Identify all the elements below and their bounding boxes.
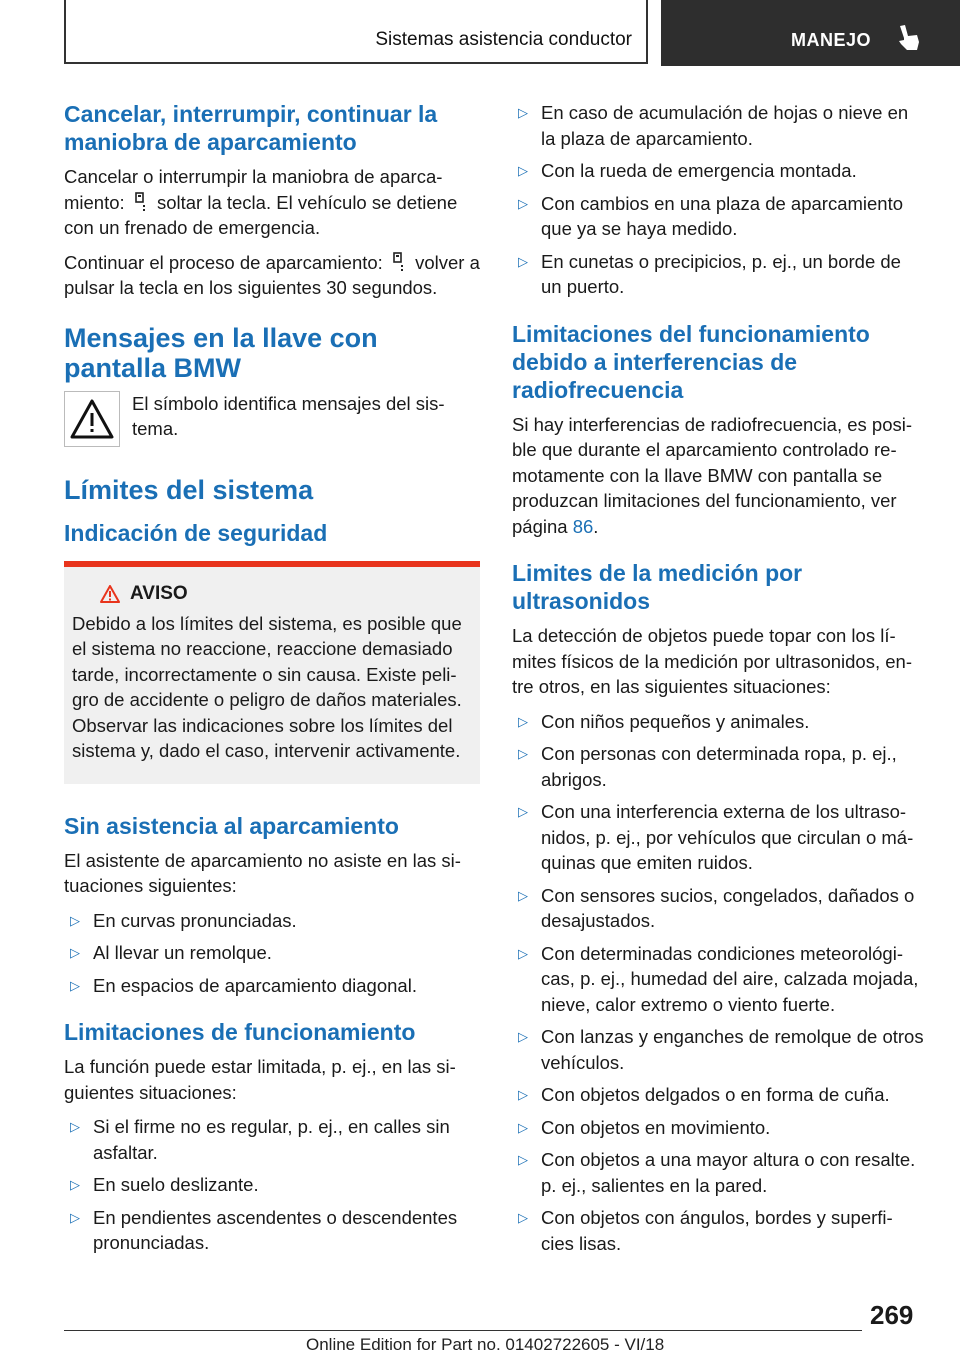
bullet-icon: ▷: [70, 1209, 80, 1225]
list-item: ▷ En cunetas o precipicios, p. ej., un borde de un puerto.: [518, 250, 901, 297]
header-chapter-title: MANEJO: [791, 30, 872, 50]
list-item: ▷ Con niños pequeños y animales.: [512, 709, 926, 735]
limits-heading: Límites del sistema: [64, 474, 314, 505]
list-item: ▷ En suelo deslizante.: [64, 1172, 480, 1198]
ultrasonic-list: [512, 709, 926, 1257]
list-item: ▷ En curvas pronunciadas.: [64, 908, 480, 934]
header-section-title: Sistemas asistencia conductor: [375, 29, 632, 50]
bullet-icon: ▷: [518, 1119, 528, 1135]
warning-triangle-icon: [69, 398, 115, 440]
func-limits-list: [64, 1114, 480, 1256]
bullet-icon: ▷: [70, 977, 80, 993]
list-item: ▷ Con lanzas y enganches de remolque de otros vehículos.: [518, 1026, 924, 1073]
list-item: ▷ Con cambios en una plaza de aparcamiento que ya se haya medido.: [518, 192, 904, 239]
bullet-icon: ▷: [518, 1087, 528, 1102]
bullet-icon: ▷: [70, 1177, 80, 1192]
bullet-icon: ▷: [518, 253, 528, 269]
header-section-box: [64, 0, 648, 64]
bullet-icon: ▷: [518, 804, 528, 819]
list-item: ▷ Con sensores sucios, congelados, dañados o desajustados.: [518, 884, 915, 931]
func-limits-heading: Limitaciones de funcionamiento: [64, 1019, 416, 1045]
pointing-hand-icon: [895, 24, 921, 52]
ultrasonic-heading: Limites de la medición por ultrasonidos: [512, 560, 803, 614]
radio-text: Si hay interferencias de radiofrecuencia, es posi‐ ble que durante el aparcamiento controlado re‐ motamente con la llave BMW con pantalla se produzcan limitaciones del funcionamiento, ver página 86.: [512, 413, 913, 537]
parking-key-icon: [134, 192, 148, 212]
cancel-paragraph-1: [64, 164, 480, 241]
messages-heading: Mensajes en la llave con pantalla BMW: [64, 322, 378, 383]
bullet-icon: ▷: [518, 887, 528, 903]
cancel-p2-text-a: Continuar el proceso de aparcamiento:: [64, 251, 383, 273]
cancel-p1-text-b: soltar la tecla. El vehículo se detiene con un frenado de emergencia.: [64, 191, 458, 238]
notice-text: Debido a los límites del sistema, es posible que el sistema no reaccione, reaccione demasiado tarde, incorrectamente o sin causa. Existe peli‐ gro de accidente o peligro de daños materiales. Observar las indicaciones sobre los límites del sistema y, dado el caso, intervenir activamente.: [72, 612, 462, 761]
footer-divider: [64, 1330, 862, 1331]
list-item: ▷ En espacios de aparcamiento diagonal.: [64, 973, 480, 999]
parking-key-icon: [392, 252, 406, 272]
page-link[interactable]: 86: [572, 515, 594, 537]
ultrasonic-text: La detección de objetos puede topar con los lí‐ mites físicos de la medición por ultrasonidos, en‐ tre otros, en las siguientes situaciones:: [512, 625, 912, 697]
messages-text: El símbolo identifica mensajes del sis‐ tema.: [132, 392, 445, 439]
list-item: ▷ En caso de acumulación de hojas o nieve en la plaza de aparcamiento.: [518, 102, 909, 149]
cancel-p1-text-a: Cancelar o interrumpir la maniobra de aparca‐ miento:: [64, 166, 443, 213]
header-chapter-tab: [661, 0, 960, 66]
bullet-icon: ▷: [70, 945, 80, 960]
bullet-icon: ▷: [518, 163, 528, 178]
list-item: ▷ Con personas con determinada ropa, p. ej., abrigos.: [518, 743, 897, 790]
list-item: ▷ Con objetos en movimiento.: [512, 1115, 926, 1141]
func-limits-text: La función puede estar limitada, p. ej., en las si‐ guientes situaciones:: [64, 1056, 456, 1103]
radio-heading: Limitaciones del funcionamiento debido a interferencias de radiofrecuencia: [512, 320, 870, 403]
list-item: ▷ Con objetos delgados o en forma de cuña.: [512, 1082, 926, 1108]
warning-notice: [64, 561, 480, 784]
list-item: ▷ Con objetos a una mayor altura o con resalte. p. ej., salientes en la pared.: [518, 1149, 916, 1196]
bullet-icon: ▷: [518, 195, 528, 211]
bullet-icon: ▷: [518, 746, 528, 761]
list-item: ▷ Al llevar un remolque.: [64, 940, 480, 966]
bullet-icon: ▷: [518, 1029, 528, 1044]
notice-title-row: [102, 583, 472, 605]
list-item: ▷ En pendientes ascendentes o descendentes pronunciadas.: [70, 1206, 458, 1253]
bullet-icon: ▷: [518, 1210, 528, 1225]
notice-title: AVISO: [130, 582, 188, 604]
page-number: 269: [870, 1300, 914, 1330]
warning-triangle-icon: [100, 585, 120, 603]
cancel-heading: Cancelar, interrumpir, continuar la maniobra de aparcamiento: [64, 101, 438, 155]
left-column: [64, 100, 480, 1266]
list-item: ▷ Con la rueda de emergencia montada.: [512, 158, 926, 184]
cancel-p2-text-b: volver a pulsar la tecla en los siguientes 30 segundos.: [64, 251, 480, 298]
list-item: ▷ Con una interferencia externa de los ultraso‐ nidos, p. ej., por vehículos que circulan o má‐ quinas que emiten ruidos.: [518, 801, 914, 873]
footer-edition: Online Edition for Part no. 01402722605 - VI/18: [306, 1335, 665, 1354]
safety-heading: Indicación de seguridad: [64, 519, 328, 546]
cancel-paragraph-2: [64, 250, 480, 301]
bullet-icon: ▷: [70, 1119, 80, 1134]
page-header: [64, 0, 960, 66]
no-assist-heading: Sin asistencia al aparcamiento: [64, 812, 399, 839]
no-assist-list: [64, 908, 480, 999]
bullet-icon: ▷: [518, 105, 528, 120]
bullet-icon: ▷: [70, 912, 80, 928]
warning-symbol-row: [64, 391, 480, 447]
list-item: ▷ Con determinadas condiciones meteorológi‐ cas, p. ej., humedad del aire, calzada mojada, nieve, calor extremo o viento fuerte.: [518, 942, 919, 1015]
right-column: [512, 100, 926, 1266]
bullet-icon: ▷: [518, 945, 528, 961]
conditions-list: [512, 100, 926, 300]
list-item: ▷ Con objetos con ángulos, bordes y superfi‐ cies lisas.: [518, 1207, 893, 1254]
bullet-icon: ▷: [518, 713, 528, 729]
list-item: ▷ Si el firme no es regular, p. ej., en calles sin asfaltar.: [70, 1116, 450, 1163]
no-assist-text: El asistente de aparcamiento no asiste en las si‐ tuaciones siguientes:: [64, 849, 461, 896]
bullet-icon: ▷: [518, 1152, 528, 1167]
warning-symbol-box: [64, 391, 120, 447]
